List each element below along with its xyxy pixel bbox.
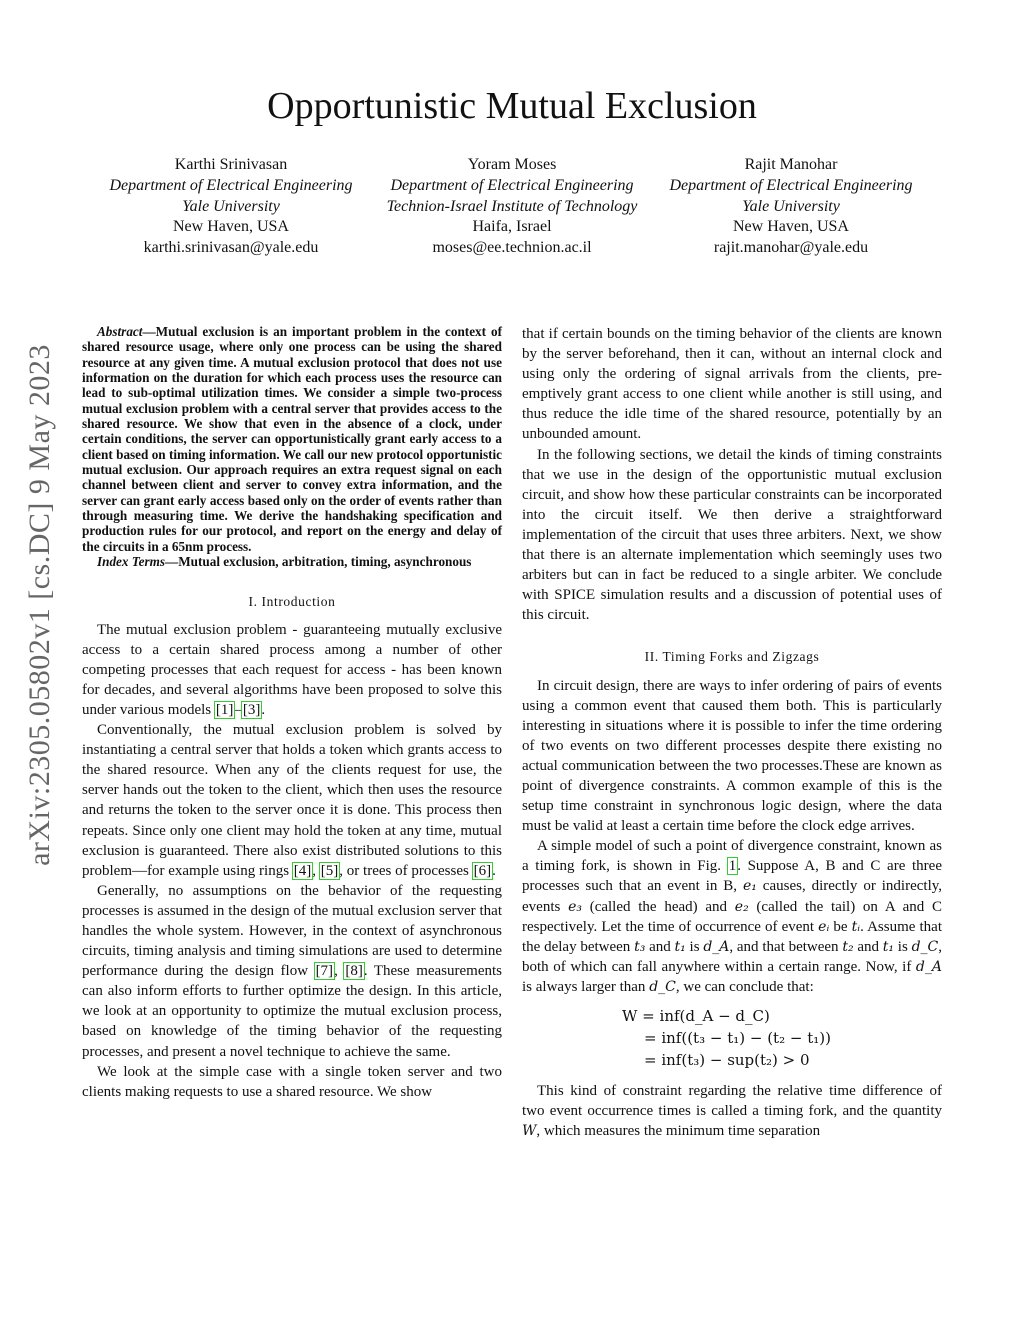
author-name: Yoram Moses	[467, 156, 557, 173]
equation-line-2: = inf((t₃ − t₁) − (t₂ − t₁))	[644, 1029, 831, 1047]
arxiv-sidebar	[0, 0, 70, 1325]
intro-paragraph-continued: that if certain bounds on the timing behavior of the clients are known by the server beforehand, then it can, without an internal clock and using only the ordering of signal arrivals from the clients, pre-emptively grant access to one client while another is still using, and thus reduce the idle time of the shared resource, potentially by an unbounded amount.	[522, 326, 942, 443]
author-city: New Haven, USA	[173, 218, 289, 236]
author-email[interactable]: moses@ee.technion.ac.il	[432, 239, 592, 257]
citation-link[interactable]: [4]	[293, 862, 312, 879]
author-inst: Technion-Israel Institute of Technology	[386, 197, 638, 215]
author-inst: Yale University	[742, 197, 840, 215]
right-column	[522, 324, 942, 1141]
section-heading-timing-forks: II. Timing Forks and Zigzags	[644, 649, 820, 665]
citation-link[interactable]: [8]	[345, 963, 363, 980]
arxiv-id[interactable]: arXiv:2305.05802v1 [cs.DC] 9 May 2023	[23, 344, 56, 866]
author-dept: Department of Electrical Engineering	[109, 176, 353, 194]
intro-paragraph-4: We look at the simple case with a single token server and two clients making requests to use a shared resource. We show	[82, 1063, 502, 1100]
citation-link[interactable]: [7]	[315, 963, 334, 980]
citation-link[interactable]: [3]	[242, 701, 261, 718]
index-terms-label: Index Terms	[97, 554, 166, 570]
equation-line-1: W = inf(d_A − d_C)	[622, 1007, 770, 1025]
intro-paragraph-5: In the following sections, we detail the kinds of timing constraints that we use in the design of the opportunistic mutual exclusion circuit, and show how these particular constraints can be incorporated into the circuit itself. We then derive a straightforward implementation of the circuit that uses three arbiters. Next, we show that there is an alternate implementation which seemingly uses two arbiters but can in fact be reduced to a single arbiter. We conclude with SPICE simulation results and a discussion of potential uses of this circuit.	[522, 446, 942, 624]
intro-paragraph-2: Conventionally, the mutual exclusion problem is solved by instantiating a central server that holds a token which grants access to the shared resource. When any of the clients request for use, the server hands out the token to the client, which then uses the resource and returns the token to the server once it is done. This process then repeats. Since only one client may hold the token at any time, mutual exclusion is guaranteed. There also exist distributed solutions to this problem—for example using rings [4], [5], or trees of processes [6].	[82, 722, 502, 879]
author-city: Haifa, Israel	[472, 218, 552, 236]
author-dept: Department of Electrical Engineering	[390, 176, 634, 194]
sec2-paragraph-3: This kind of constraint regarding the relative time difference of two event occurrence times is called a timing fork, and the quantity W, which measures the minimum time separation	[522, 1083, 942, 1140]
author-inst: Yale University	[182, 197, 280, 215]
index-terms-text: —Mutual exclusion, arbitration, timing, asynchronous	[165, 554, 472, 570]
author-city: New Haven, USA	[733, 218, 849, 236]
abstract-text: —Mutual exclusion is an important problem in the context of shared resource usage, where only one process can be using the shared resource at any given time. A mutual exclusion protocol that does not use information on the duration for which each process uses the resource can lead to sub-optimal utilization times. We consider a simple two-process mutual exclusion problem with a central server that provides access to the shared resource. We show that even in the absence of a clock, under certain conditions, the server can opportunistically grant early access to a client based on timing information. We call our new protocol opportunistic mutual exclusion. Our approach requires an extra request signal on each channel between client and server to convey extra information, and the server can grant early access based only on the order of events rather than through measuring time. We derive the handshaking specification and production rules for our protocol, and report on the energy and delay of the circuits in a 65nm process.	[82, 324, 502, 554]
author-email[interactable]: karthi.srinivasan@yale.edu	[143, 239, 319, 257]
sec2-paragraph-2: A simple model of such a point of divergence constraint, known as a timing fork, is shown in Fig. 1. Suppose A, B and C are three processes such that an event in B, e₁ causes, directly or indirectly, events e₃ (called the head) and e₂ (called the tail) on A and C respectively. Let the time of occurrence of event eᵢ be tᵢ. Assume that the delay between t₃ and t₁ is d_A, and that between t₂ and t₁ is d_C, both of which can fall anywhere within a certain range. Now, if d_A is always larger than d_C, we can conclude that:	[522, 838, 943, 995]
author-2	[367, 155, 657, 259]
left-column	[82, 324, 502, 1102]
paper-title: Opportunistic Mutual Exclusion	[267, 85, 757, 127]
abstract	[82, 324, 502, 570]
intro-paragraph-3: Generally, no assumptions on the behavior of the requesting processes is assumed in the design of the mutual exclusion server that handles the whole system. However, in the context of asynchronous circuits, timing analysis and timing simulations are used to determine performance during the design flow [7], [8]. These measurements can also inform efforts to further optimize the design. In this article, we look at an opportunity to optimize the mutual exclusion process, based on knowledge of the timing behavior of the requesting processes, and present a novel technique to achieve the same.	[82, 882, 502, 1060]
abstract-label: Abstract	[97, 324, 143, 339]
equation-line-3: = inf(t₃) − sup(t₂) > 0	[644, 1051, 810, 1069]
author-name: Rajit Manohar	[744, 156, 838, 173]
author-name: Karthi Srinivasan	[174, 156, 288, 173]
author-3	[646, 155, 936, 259]
author-dept: Department of Electrical Engineering	[669, 176, 913, 194]
author-email[interactable]: rajit.manohar@yale.edu	[713, 239, 869, 257]
citation-link[interactable]: [6]	[473, 862, 492, 879]
intro-paragraph-1: The mutual exclusion problem - guaranteeing mutually exclusive access to a certain shared process among a number of other competing processes that each request for access - has been known for decades, and several algorithms have been proposed to solve this under various models [1]–[3].	[82, 621, 502, 718]
equation-block	[522, 1005, 942, 1071]
sec2-paragraph-1: In circuit design, there are ways to infer ordering of pairs of events using a common event that caused them both. This is particularly interesting in situations where it is possible to infer the time ordering of two events on two different processes despite there existing no actual communication between the two processes.These are known as point of divergence constraints. A common example of this is the setup time constraint in synchronous logic design, where the data must be valid at least a certain time before the clock edge arrives.	[522, 677, 942, 835]
citation-link[interactable]: [5]	[320, 862, 339, 879]
section-heading-introduction: I. Introduction	[248, 593, 336, 609]
citation-link[interactable]: [1]	[215, 701, 234, 718]
figure-link[interactable]: 1	[728, 858, 737, 875]
author-1	[86, 155, 376, 259]
